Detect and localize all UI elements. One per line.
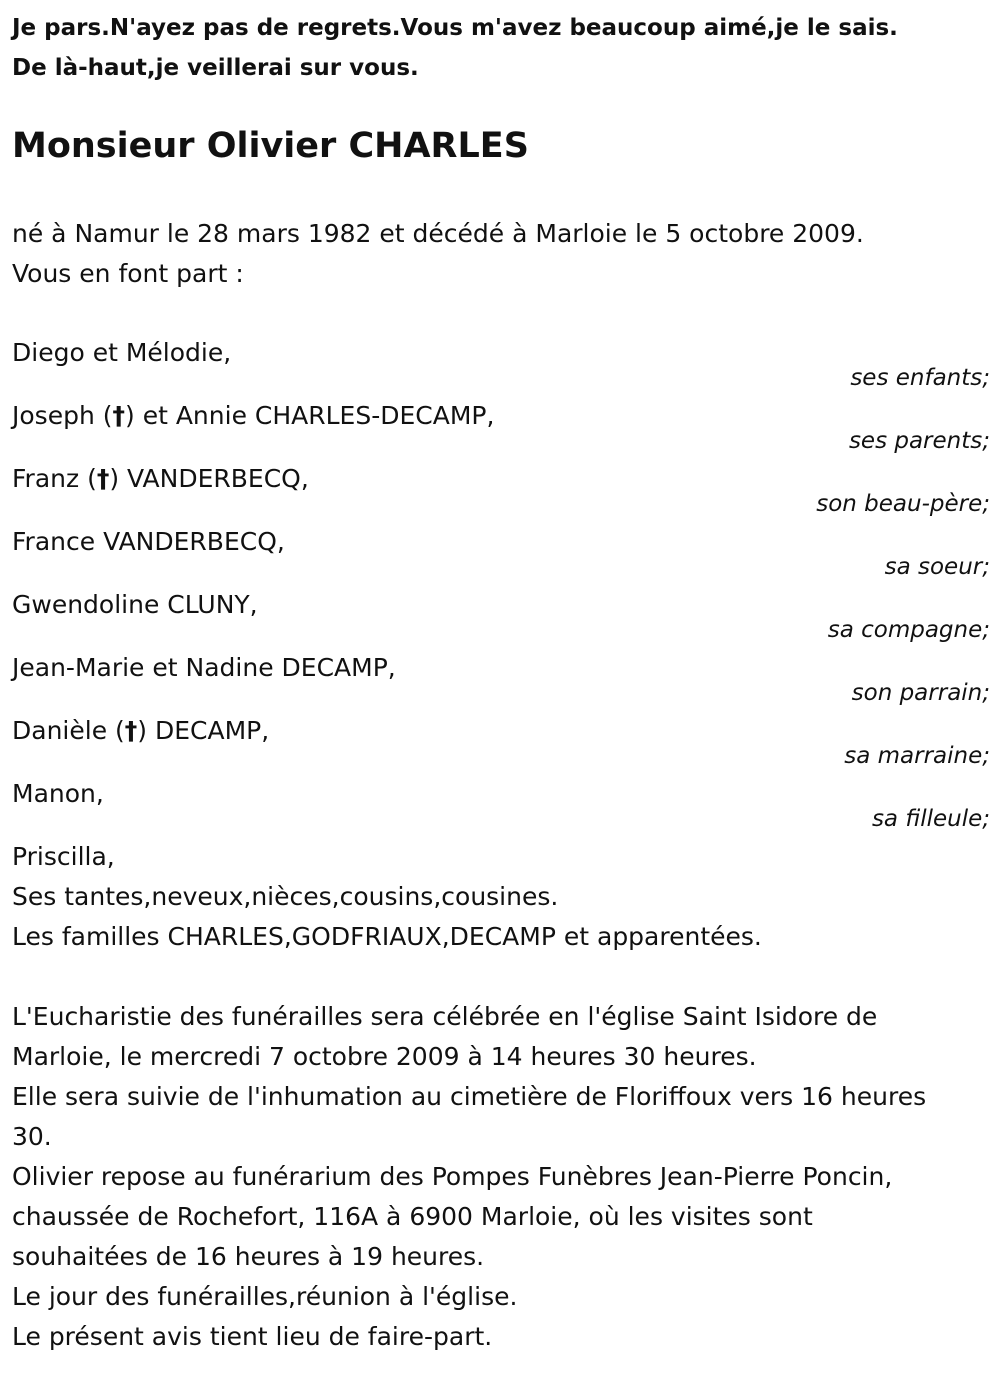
ceremony-line: chaussée de Rochefort, 116A à 6900 Marloie, où les visites sont [12,1202,813,1231]
epigraph-line: De là-haut,je veillerai sur vous. [12,55,419,81]
family-member-name [12,711,269,751]
ceremony-line: Le présent avis tient lieu de faire-part. [12,1322,493,1351]
member-name-text: ) VANDERBECQ, [109,464,309,493]
member-name-text: France VANDERBECQ, [12,527,285,556]
member-name-text: ) DECAMP, [137,716,270,745]
family-member [12,648,990,711]
other-relatives [12,837,762,957]
cross-icon: † [124,716,138,745]
member-name-text: Diego et Mélodie, [12,338,232,367]
relatives-line: Ses tantes,neveux,nièces,cousins,cousines. [12,882,559,911]
ceremony-line: 30. [12,1122,52,1151]
family-member-relation: sa marraine; [844,743,990,769]
ceremony-line: L'Eucharistie des funérailles sera célébrée en l'église Saint Isidore de [12,1002,878,1031]
family-member-name [12,648,396,688]
birth-death-details [12,214,864,294]
family-member [12,459,990,522]
family-member-relation: sa soeur; [884,554,990,580]
family-member [12,774,990,837]
family-member [12,585,990,648]
cross-icon: † [96,464,110,493]
family-member-relation: son parrain; [851,680,990,706]
family-member [12,396,990,459]
family-member-relation: ses parents; [848,428,990,454]
member-name-text: Danièle ( [12,716,125,745]
relatives-line: Priscilla, [12,842,115,871]
member-name-text: Jean-Marie et Nadine DECAMP, [12,653,396,682]
ceremony-line: Elle sera suivie de l'inhumation au cimetière de Floriffoux vers 16 heures [12,1082,927,1111]
family-member-name [12,396,494,436]
birth-death-line: né à Namur le 28 mars 1982 et décédé à Marloie le 5 octobre 2009. [12,219,864,248]
ceremony-line: Le jour des funérailles,réunion à l'église. [12,1282,518,1311]
family-list [12,333,990,837]
family-member-name [12,459,309,499]
ceremony-line: Olivier repose au funérarium des Pompes Funèbres Jean-Pierre Poncin, [12,1162,893,1191]
ceremony-line: Marloie, le mercredi 7 octobre 2009 à 14 heures 30 heures. [12,1042,757,1071]
relatives-line: Les familles CHARLES,GODFRIAUX,DECAMP et apparentées. [12,922,762,951]
member-name-text: Joseph ( [12,401,113,430]
announcement-intro: Vous en font part : [12,259,244,288]
deceased-name: Monsieur Olivier CHARLES [12,126,529,166]
family-member-name [12,333,231,373]
family-member-relation: sa compagne; [827,617,990,643]
epigraph [12,8,988,88]
family-member-relation: ses enfants; [850,365,990,391]
family-member-name [12,585,258,625]
family-member [12,711,990,774]
family-member [12,522,990,585]
family-member-name [12,522,285,562]
member-name-text: Manon, [12,779,104,808]
ceremony-details [12,997,988,1357]
member-name-text: Franz ( [12,464,97,493]
cross-icon: † [112,401,125,430]
family-member-name [12,774,104,814]
family-member [12,333,990,396]
family-member-relation: son beau-père; [816,491,990,517]
member-name-text: ) et Annie CHARLES-DECAMP, [125,401,495,430]
family-member-relation: sa filleule; [871,806,990,832]
epigraph-line: Je pars.N'ayez pas de regrets.Vous m'avez beaucoup aimé,je le sais. [12,15,898,41]
member-name-text: Gwendoline CLUNY, [12,590,258,619]
ceremony-line: souhaitées de 16 heures à 19 heures. [12,1242,485,1271]
